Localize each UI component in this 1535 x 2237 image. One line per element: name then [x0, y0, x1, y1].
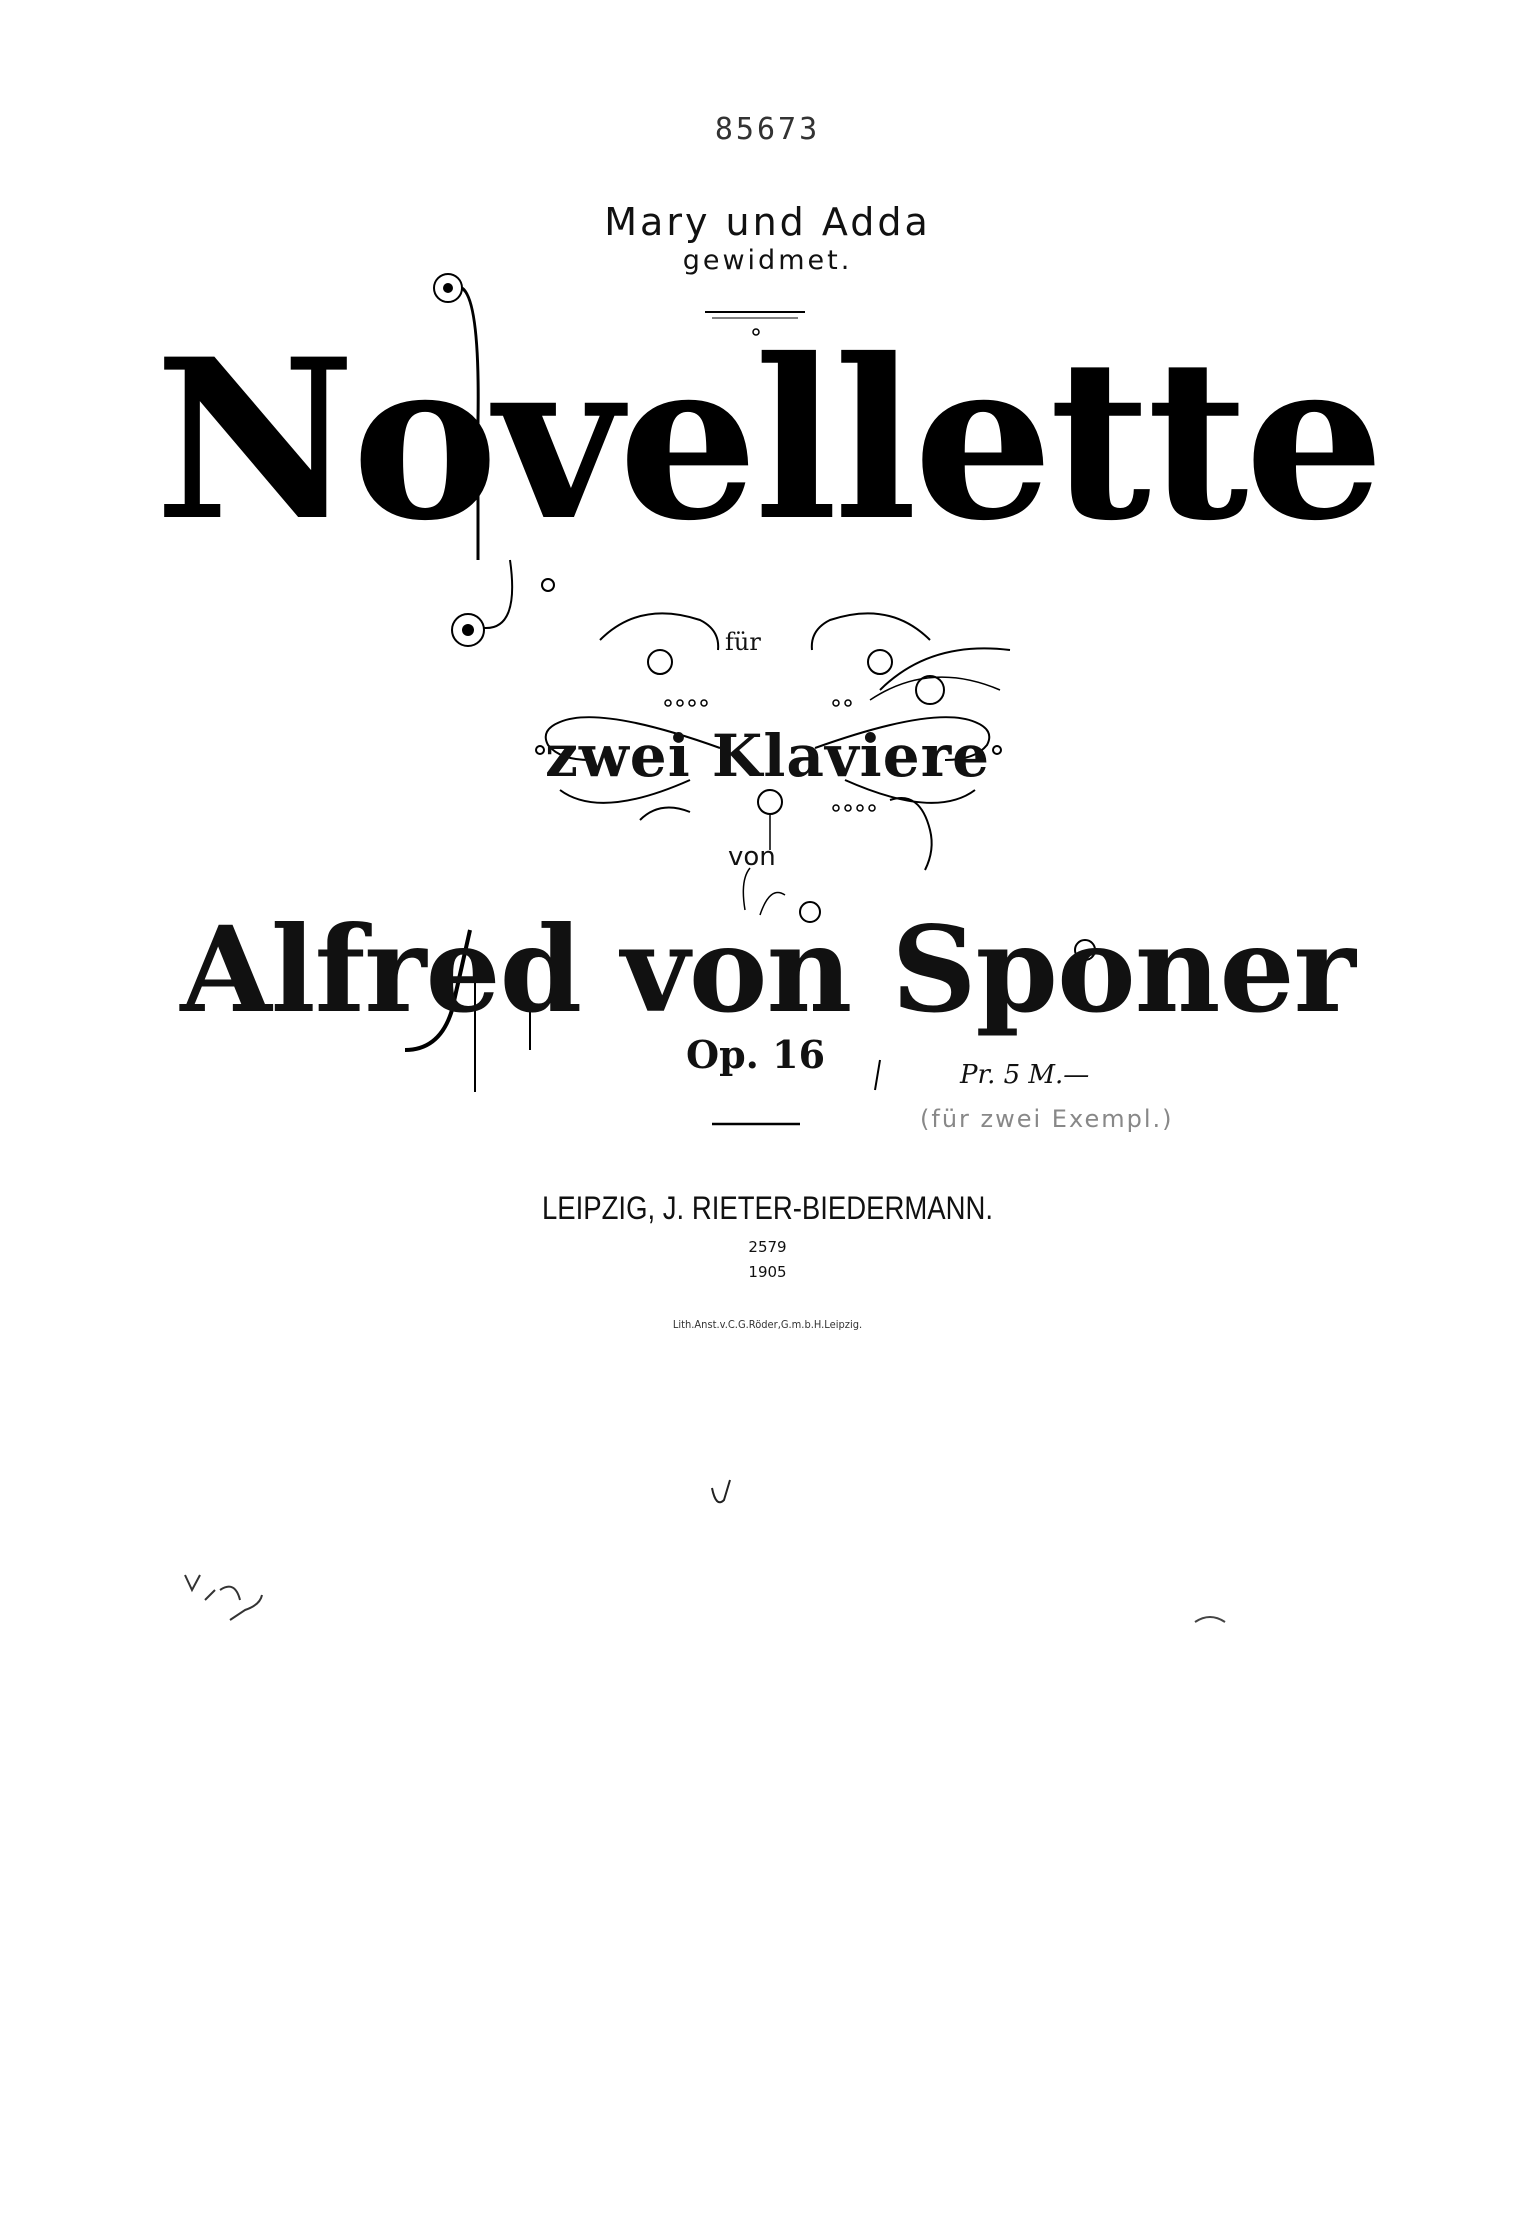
price: Pr. 5 M.—: [960, 1060, 1090, 1090]
dedication-line-2: gewidmet.: [682, 245, 853, 276]
publication-year: 1905: [748, 1263, 787, 1281]
printer-credit: Lith.Anst.v.C.G.Röder,G.m.b.H.Leipzig.: [672, 1318, 863, 1331]
composer-name: Alfred von Sponer: [180, 900, 1355, 1039]
opus-number: Op. 16: [686, 1032, 826, 1077]
publisher: LEIPZIG, J. RIETER-BIEDERMANN.: [541, 1190, 994, 1226]
instrumentation: zwei Klaviere: [544, 722, 991, 790]
dedication-line-1: Mary und Adda: [604, 200, 931, 244]
for-label: für: [725, 628, 761, 656]
catalog-number: 85673: [714, 112, 821, 147]
price-note: (für zwei Exempl.): [920, 1105, 1174, 1133]
title: Novellette: [154, 310, 1381, 569]
plate-number: 2579: [748, 1238, 787, 1256]
by-label: von: [728, 842, 776, 872]
